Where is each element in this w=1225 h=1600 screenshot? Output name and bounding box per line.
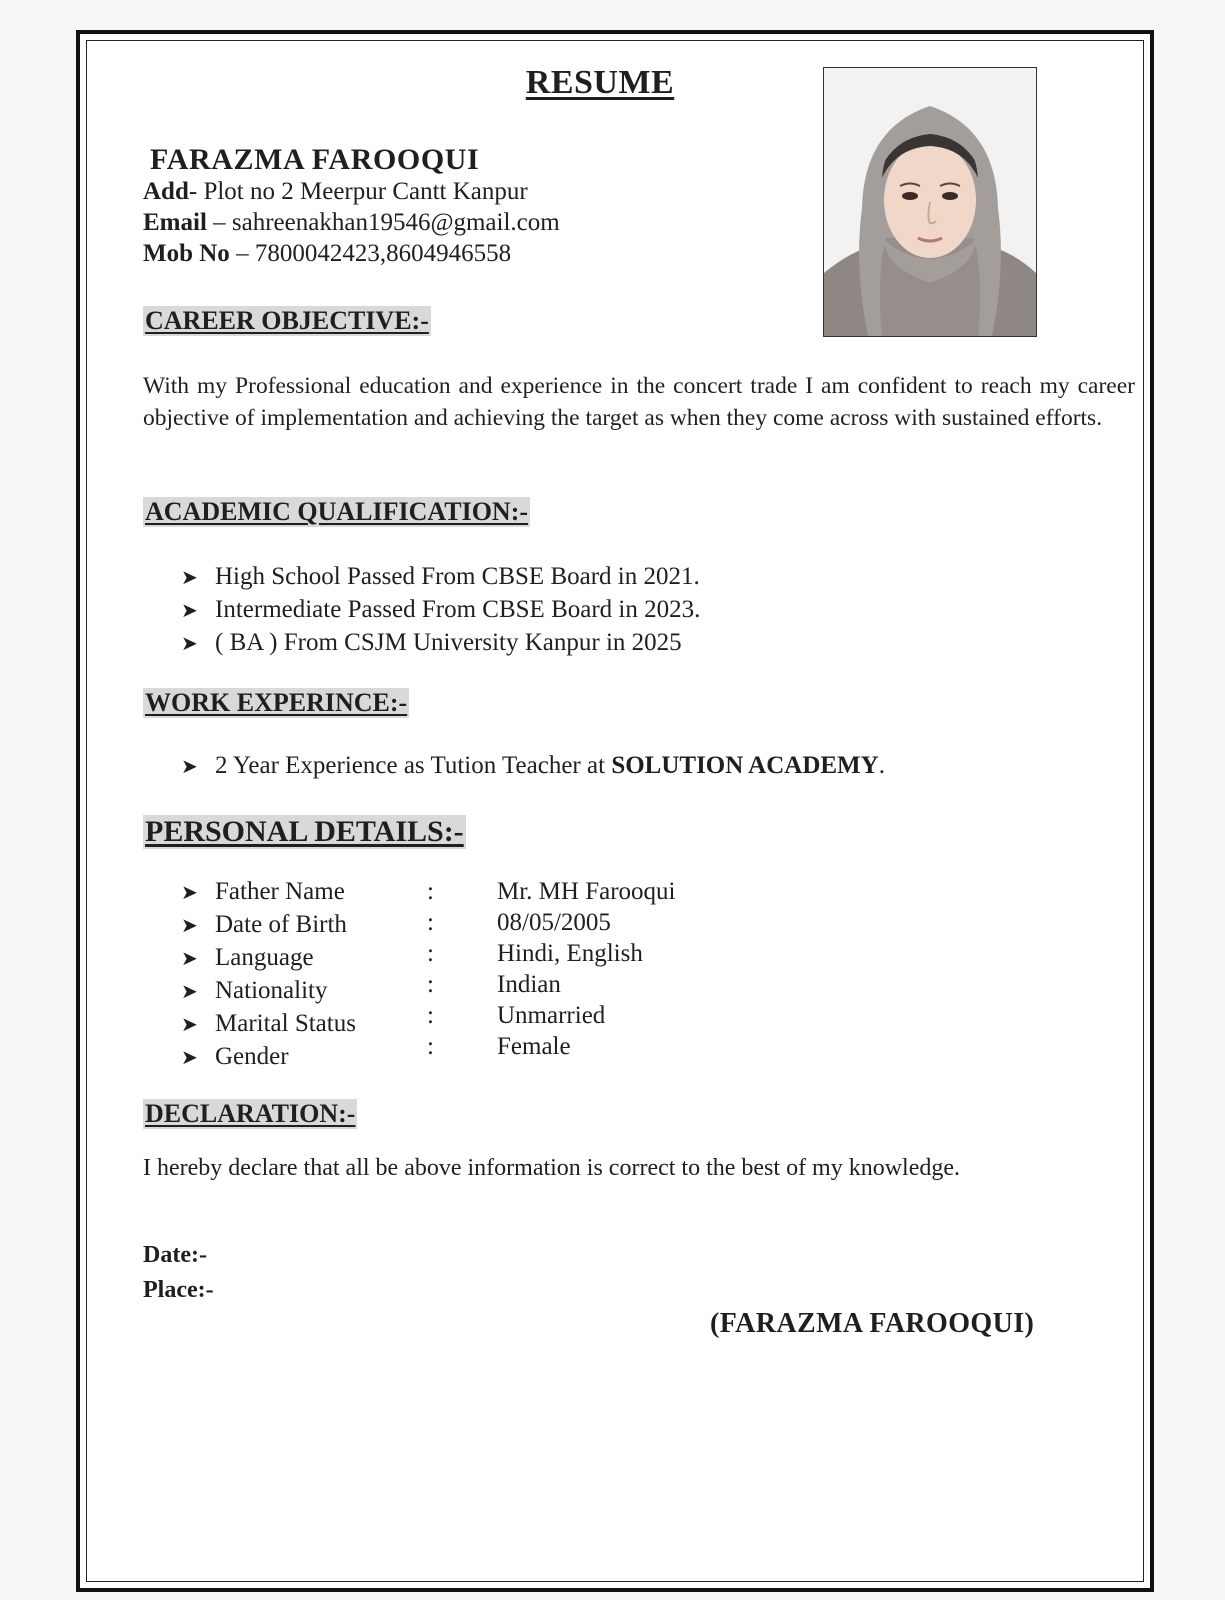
academic-item — [181, 627, 700, 660]
email-line — [143, 209, 560, 237]
address-value: Plot no 2 Meerpur Cantt Kanpur — [203, 178, 528, 205]
academic-item-text: Intermediate Passed From CBSE Board in 2023. — [215, 596, 701, 623]
career-objective-heading: CAREER OBJECTIVE:- — [145, 306, 429, 335]
profile-photo — [823, 67, 1037, 337]
declaration-text: I hereby declare that all be above information is correct to the best of my knowledge. — [143, 1155, 961, 1181]
work-item-text: 2 Year Experience as Tution Teacher at — [215, 752, 612, 779]
place-label: Place:- — [143, 1277, 214, 1303]
personal-row-label — [181, 1041, 356, 1074]
label-text: Language — [215, 944, 314, 971]
arrowhead-icon: ➤ — [181, 1047, 198, 1069]
profile-photo-illustration — [824, 68, 1036, 336]
personal-row-label — [181, 942, 356, 975]
resume-title: RESUME — [525, 64, 675, 101]
personal-row-value: Female — [497, 1033, 571, 1060]
email-separator: – — [206, 209, 232, 236]
colon-separator: : — [427, 940, 434, 967]
colon-separator: : — [427, 971, 434, 998]
academic-list — [181, 561, 700, 660]
colon-separator: : — [427, 1002, 434, 1029]
label-text: Father Name — [215, 878, 345, 905]
email-label: Email — [143, 209, 207, 236]
work-experience-heading: WORK EXPERINCE:- — [145, 688, 408, 717]
address-separator: - — [188, 178, 204, 205]
mobile-separator: – — [229, 240, 255, 267]
personal-row-value: Hindi, English — [497, 940, 643, 967]
mobile-label: Mob No — [143, 240, 230, 267]
academic-heading: ACADEMIC QUALIFICATION:- — [145, 497, 529, 526]
label-text: Nationality — [215, 977, 328, 1004]
academic-item-text: High School Passed From CBSE Board in 2021. — [215, 563, 700, 590]
arrowhead-icon: ➤ — [181, 915, 198, 937]
mobile-line — [143, 240, 511, 268]
personal-row-value: Mr. MH Farooqui — [497, 878, 676, 905]
work-item — [181, 750, 885, 783]
signature-name: (FARAZMA FAROOQUI) — [710, 1308, 1035, 1339]
colon-separator: : — [427, 1033, 434, 1060]
career-objective-text: With my Professional education and experience in the concert trade I am confident to reach my career objective of implementation and achieving the target as when they come across with sustained efforts. — [143, 373, 1135, 431]
email-value: sahreenakhan19546@gmail.com — [231, 209, 560, 236]
candidate-name: FARAZMA FAROOQUI — [150, 143, 480, 176]
personal-row-value: Unmarried — [497, 1002, 606, 1029]
label-text: Marital Status — [215, 1010, 356, 1037]
mobile-value: 7800042423,8604946558 — [254, 240, 512, 267]
arrowhead-icon: ➤ — [181, 981, 198, 1003]
arrowhead-icon: ➤ — [181, 600, 198, 622]
arrowhead-icon: ➤ — [181, 948, 198, 970]
label-text: Date of Birth — [215, 911, 347, 938]
personal-details-heading: PERSONAL DETAILS:- — [145, 815, 464, 848]
arrowhead-icon: ➤ — [181, 633, 198, 655]
arrowhead-icon: ➤ — [181, 882, 198, 904]
label-text: Gender — [215, 1043, 289, 1070]
academic-item — [181, 561, 700, 594]
work-item-organization: SOLUTION ACADEMY — [611, 752, 879, 779]
colon-separator: : — [427, 878, 434, 905]
arrowhead-icon: ➤ — [181, 1014, 198, 1036]
personal-row-label — [181, 975, 356, 1008]
colon-separator: : — [427, 909, 434, 936]
personal-details-values — [497, 876, 675, 1062]
personal-row-value: 08/05/2005 — [497, 909, 611, 936]
address-label: Add — [143, 178, 189, 205]
personal-details-labels — [181, 876, 356, 1074]
arrowhead-icon: ➤ — [181, 567, 198, 589]
personal-row-value: Indian — [497, 971, 561, 998]
personal-row-label — [181, 909, 356, 942]
personal-row-label — [181, 1008, 356, 1041]
work-item-suffix: . — [878, 752, 885, 779]
personal-row-label — [181, 876, 356, 909]
date-label: Date:- — [143, 1242, 207, 1268]
address-line — [143, 178, 528, 206]
arrowhead-icon: ➤ — [181, 756, 198, 778]
declaration-heading: DECLARATION:- — [145, 1099, 356, 1128]
personal-details-colons — [427, 876, 434, 1062]
academic-item — [181, 594, 700, 627]
academic-item-text: ( BA ) From CSJM University Kanpur in 2025 — [215, 629, 682, 656]
